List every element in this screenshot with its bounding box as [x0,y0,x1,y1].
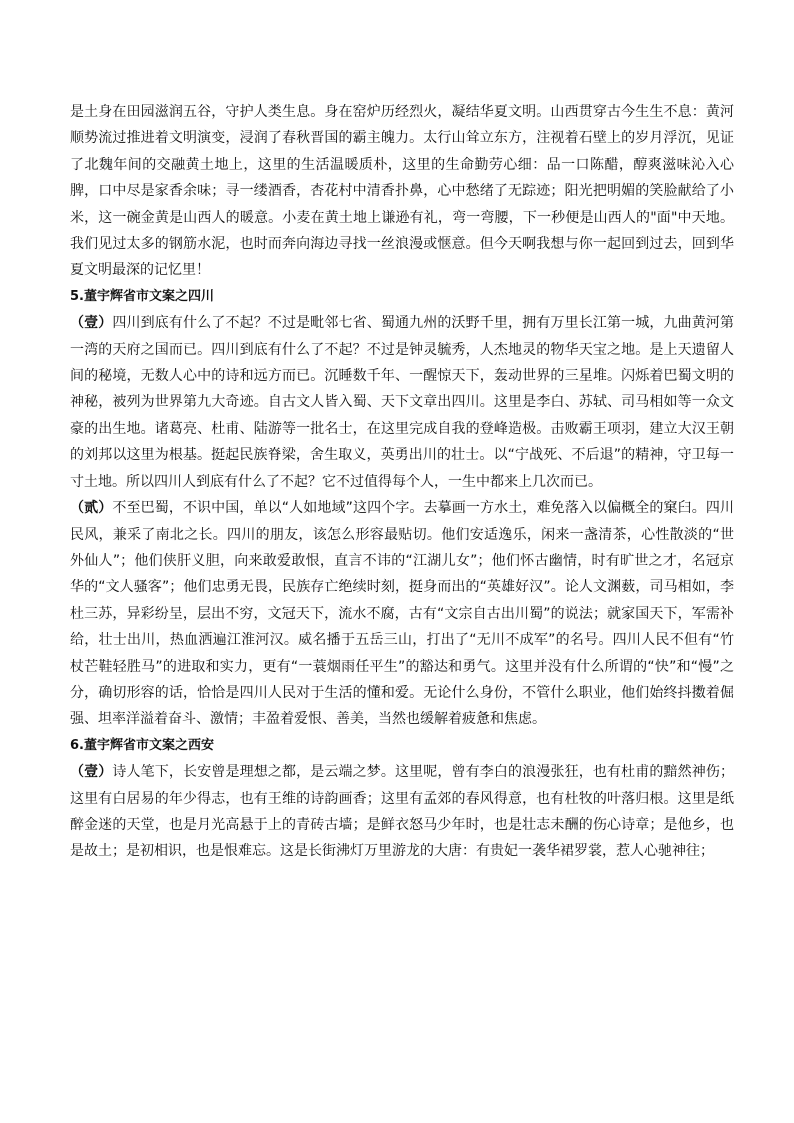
paragraph-text: 诗人笔下，长安曾是理想之都，是云端之梦。这里呢，曾有李白的浪漫张狂，也有杜甫的黯然神伤；这里有白居易的年少得志，也有王维的诗韵画香；这里有孟郊的春风得意，也有杜牧的叶落归根。这里是纸醉金迷的天堂，也是月光高悬于上的青砖古墙；是鲜衣怒马少年时，也是壮志未酬的伤心诗章；是他乡，也是故土；是初相识，也是恨难忘。这是长街沸灯万里游龙的大唐：有贵妃一袭华裙罗裳，惹人心驰神往； [70,764,735,860]
paragraph-marker: （贰） [70,500,113,517]
paragraph-sichuan-2 [70,495,734,733]
heading-text: 5.董宇辉省市文案之四川 [70,288,214,304]
paragraph-xian-1 [70,759,734,865]
paragraph-text: 不至巴蜀，不识中国，单以“人如地域”这四个字。去摹画一方水土，难免落入以偏概全的窠臼。四川民风，兼采了南北之长。四川的朋友，该怎么形容最贴切。他们安适逸乐，闲来一盏清茶，心性散淡的“世外仙人”；他们侠肝义胆，向来敢爱敢恨，直言不讳的“江湖儿女”；他们怀古幽情，时有旷世之才，名冠京华的“文人骚客”；他们忠勇无畏，民族存亡绝续时刻，挺身而出的“英雄好汉”。论人文渊薮，司马相如，李杜三苏，异彩纷呈，层出不穷，文冠天下，流水不腐，古有“文宗自古出川蜀”的说法；就家国天下，军需补给，壮士出川，热血洒遍江淮河汉。威名播于五岳三山，打出了“无川不成军”的名号。四川人民不但有“竹杖芒鞋轻胜马”的进取和实力，更有“一蓑烟雨任平生”的豁达和勇气。这里并没有什么所谓的“快”和“慢”之分，确切形容的话，恰恰是四川人民对于生活的懂和爱。无论什么身份，不管什么职业，他们始终抖擞着倔强、坦率洋溢着奋斗、激情；丰盈着爱恨、善美，当然也缓解着疲惫和焦虑。 [70,500,734,728]
paragraph-shanxi-text [70,99,734,284]
heading-text: 6.董宇辉省市文案之西安 [70,737,214,753]
section-heading-sichuan [70,284,734,310]
paragraph-text: 四川到底有什么了不起？不过是毗邻七省、蜀通九州的沃野千里，拥有万里长江第一城，九曲黄河第一湾的天府之国而已。四川到底有什么了不起？不过是钟灵毓秀，人杰地灵的物华天宝之地。是上天遗留人间的秘境，无数人心中的诗和远方而已。沉睡数千年、一醒惊天下，轰动世界的三星堆。闪烁着巴蜀文明的神秘，被列为世界第九大奇迹。自古文人皆入蜀、天下文章出四川。这里是李白、苏轼、司马相如等一众文豪的出生地。诸葛亮、杜甫、陆游等一批名士，在这里完成自我的登峰造极。击败霸王项羽，建立大汉王朝的刘邦以这里为根基。挺起民族脊梁，舍生取义，英勇出川的壮士。以“宁战死、不后退”的精神，守卫每一寸土地。所以四川人到底有什么了不起？它不过值得每个人，一生中都来上几次而已。 [70,315,735,490]
paragraph-marker: （壹） [70,315,113,332]
paragraph-marker: （壹） [70,764,113,781]
document-page [70,99,734,865]
paragraph-text: 是土身在田园滋润五谷，守护人类生息。身在窑炉历经烈火，凝结华夏文明。山西贯穿古今生生不息：黄河顺势流过推进着文明演变，浸润了春秋晋国的霸主魄力。太行山耸立东方，注视着石壁上的岁月浮沉，见证了北魏年间的交融黄土地上，这里的生活温暖质朴，这里的生命勤劳心细：品一口陈醋，醇爽滋味沁入心脾，口中尽是家香余味；寻一缕酒香，杏花村中清香扑鼻，心中愁绪了无踪迹；阳光把明媚的笑脸献给了小米，这一碗金黄是山西人的暖意。小麦在黄土地上谦逊有礼，弯一弯腰，下一秒便是山西人的"面"中天地。我们见过太多的钢筋水泥，也时而奔向海边寻找一丝浪漫或惬意。但今天啊我想与你一起回到过去，回到华夏文明最深的记忆里！ [70,104,734,279]
section-heading-xian [70,733,734,759]
paragraph-sichuan-1 [70,310,734,495]
